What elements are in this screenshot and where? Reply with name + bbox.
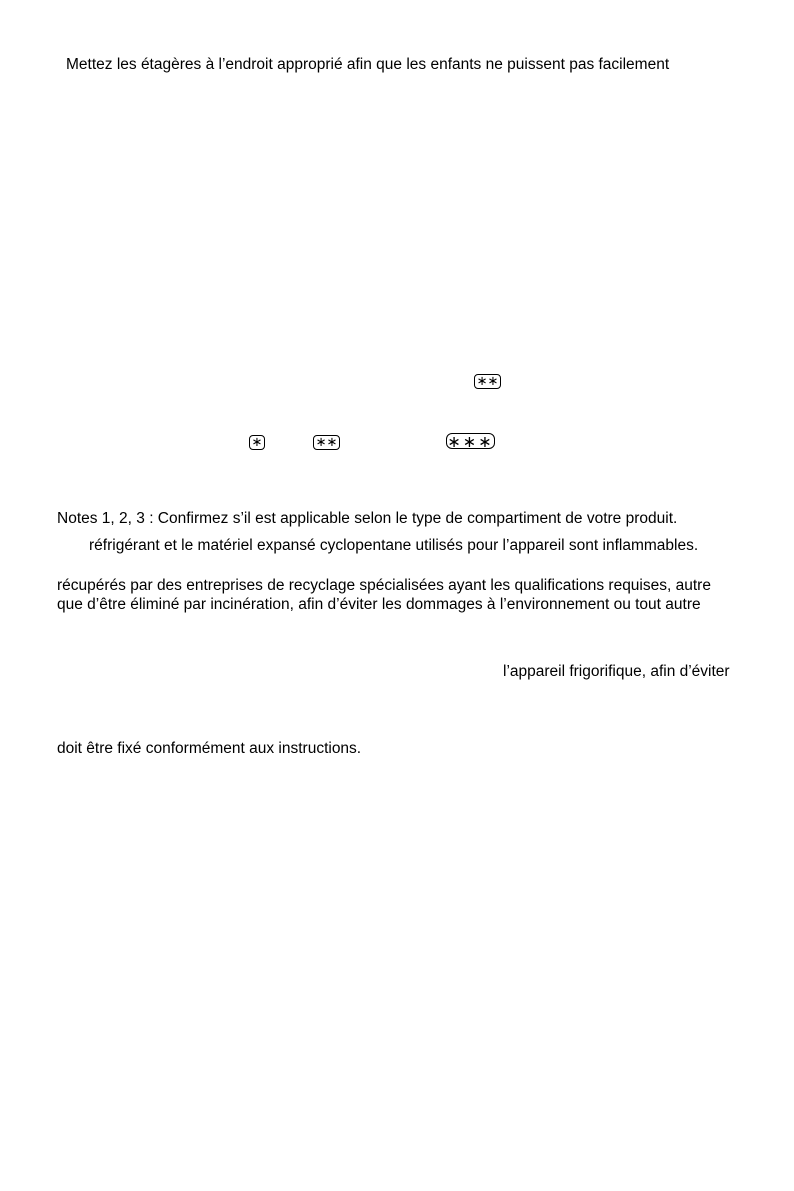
- shelf-placement-text: Mettez les étagères à l’endroit approprié afin que les enfants ne puissent pas facilement: [66, 56, 670, 73]
- one-star-freezer-symbol: ∗: [249, 435, 265, 450]
- compartment-notes-text: Notes 1, 2, 3 : Confirmez s’il est applicable selon le type de compartiment de votre produit.: [57, 510, 678, 527]
- refrigerant-flammable-text: réfrigérant et le matériel expansé cyclopentane utilisés pour l’appareil sont inflammables.: [89, 537, 699, 554]
- appliance-warning-text: l’appareil frigorifique, afin d’éviter: [503, 663, 730, 680]
- recycling-text-line-2: que d’être éliminé par incinération, afin d’éviter les dommages à l’environnement ou tout autre: [57, 596, 701, 613]
- two-star-freezer-symbol-upper: ∗∗: [474, 374, 501, 389]
- recycling-text-line-1: récupérés par des entreprises de recyclage spécialisées ayant les qualifications requises, autre: [57, 577, 711, 594]
- fixing-instructions-text: doit être fixé conformément aux instructions.: [57, 740, 362, 757]
- three-star-freezer-symbol: ∗∗∗: [447, 431, 494, 451]
- two-star-freezer-symbol-lower: ∗∗: [313, 435, 340, 450]
